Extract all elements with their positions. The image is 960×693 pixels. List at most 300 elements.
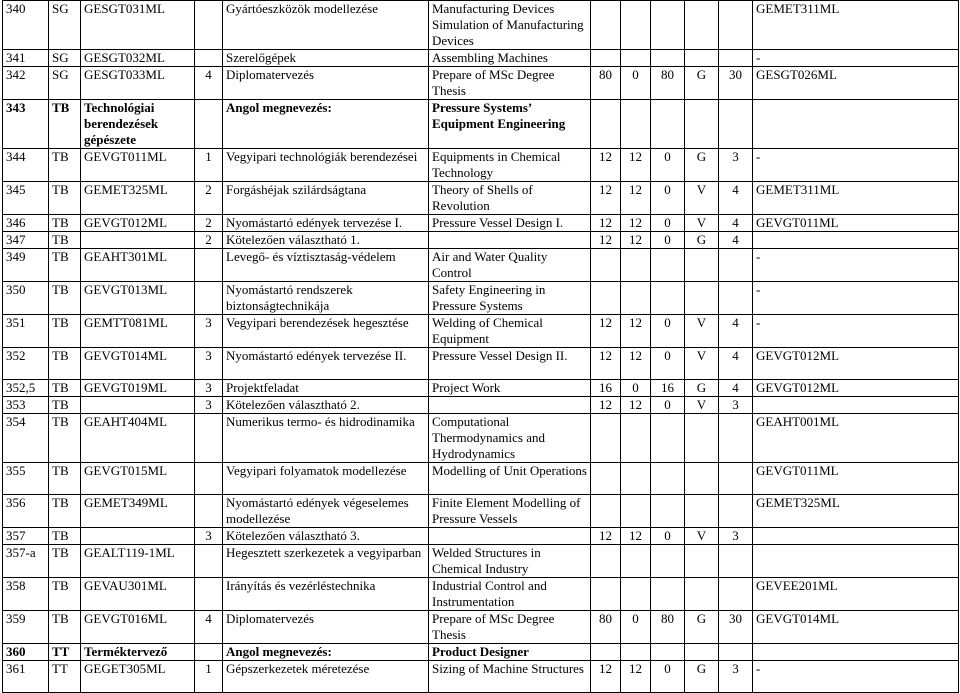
hours-total bbox=[591, 644, 621, 661]
hours-lecture bbox=[621, 578, 651, 611]
row-number: 349 bbox=[3, 249, 49, 282]
credits: 3 bbox=[719, 397, 753, 414]
table-body bbox=[3, 1, 959, 693]
type-code: TT bbox=[49, 661, 81, 693]
credits: 4 bbox=[719, 232, 753, 249]
table-row bbox=[3, 348, 959, 380]
credits: 3 bbox=[719, 661, 753, 693]
exam-type: V bbox=[685, 528, 719, 545]
subject-code: GEVGT011ML bbox=[81, 149, 195, 182]
credits: 4 bbox=[719, 215, 753, 232]
hungarian-name: Gépszerkezetek méretezése bbox=[223, 661, 429, 693]
table-row bbox=[3, 282, 959, 315]
credits bbox=[719, 249, 753, 282]
subject-code: GEVGT016ML bbox=[81, 611, 195, 644]
english-name: Welding of Chemical Equipment bbox=[429, 315, 591, 348]
table-row bbox=[3, 249, 959, 282]
semester: 2 bbox=[195, 232, 223, 249]
semester: 2 bbox=[195, 215, 223, 232]
hours-total: 80 bbox=[591, 611, 621, 644]
hours-practice: 0 bbox=[651, 215, 685, 232]
hours-practice bbox=[651, 1, 685, 50]
hours-practice: 16 bbox=[651, 380, 685, 397]
hours-practice bbox=[651, 495, 685, 528]
semester: 4 bbox=[195, 67, 223, 100]
prerequisite: GEVGT012ML bbox=[753, 380, 959, 397]
prerequisite: GEVGT014ML bbox=[753, 611, 959, 644]
exam-type: V bbox=[685, 182, 719, 215]
hours-total: 12 bbox=[591, 528, 621, 545]
semester bbox=[195, 463, 223, 495]
type-code: TB bbox=[49, 414, 81, 463]
hours-lecture bbox=[621, 644, 651, 661]
semester bbox=[195, 50, 223, 67]
credits: 4 bbox=[719, 380, 753, 397]
semester bbox=[195, 249, 223, 282]
hours-practice: 0 bbox=[651, 528, 685, 545]
semester: 3 bbox=[195, 315, 223, 348]
hours-lecture bbox=[621, 463, 651, 495]
hours-practice: 0 bbox=[651, 661, 685, 693]
hungarian-name: Projektfeladat bbox=[223, 380, 429, 397]
row-number: 343 bbox=[3, 100, 49, 149]
english-name: Prepare of MSc Degree Thesis bbox=[429, 611, 591, 644]
subject-code: Terméktervező bbox=[81, 644, 195, 661]
semester bbox=[195, 545, 223, 578]
semester bbox=[195, 414, 223, 463]
semester: 3 bbox=[195, 348, 223, 380]
hours-total: 12 bbox=[591, 661, 621, 693]
hours-lecture bbox=[621, 50, 651, 67]
hours-total: 16 bbox=[591, 380, 621, 397]
hungarian-name: Angol megnevezés: bbox=[223, 644, 429, 661]
hungarian-name: Diplomatervezés bbox=[223, 67, 429, 100]
row-number: 361 bbox=[3, 661, 49, 693]
english-name: Modelling of Unit Operations bbox=[429, 463, 591, 495]
hours-practice bbox=[651, 282, 685, 315]
row-number: 358 bbox=[3, 578, 49, 611]
hours-practice bbox=[651, 414, 685, 463]
table-row bbox=[3, 463, 959, 495]
hungarian-name: Irányítás és vezérléstechnika bbox=[223, 578, 429, 611]
hungarian-name: Diplomatervezés bbox=[223, 611, 429, 644]
credits bbox=[719, 100, 753, 149]
type-code: TB bbox=[49, 315, 81, 348]
hours-lecture bbox=[621, 545, 651, 578]
table-row bbox=[3, 545, 959, 578]
credits bbox=[719, 282, 753, 315]
subject-code bbox=[81, 397, 195, 414]
hungarian-name: Numerikus termo- és hidrodinamika bbox=[223, 414, 429, 463]
type-code: TB bbox=[49, 100, 81, 149]
subject-code: GEMET325ML bbox=[81, 182, 195, 215]
exam-type bbox=[685, 463, 719, 495]
type-code: TB bbox=[49, 182, 81, 215]
exam-type bbox=[685, 644, 719, 661]
hungarian-name: Forgáshéjak szilárdságtana bbox=[223, 182, 429, 215]
hours-lecture: 0 bbox=[621, 67, 651, 100]
row-number: 341 bbox=[3, 50, 49, 67]
exam-type bbox=[685, 50, 719, 67]
semester: 3 bbox=[195, 528, 223, 545]
english-name: Pressure Systems’ Equipment Engineering bbox=[429, 100, 591, 149]
semester: 1 bbox=[195, 149, 223, 182]
credits: 3 bbox=[719, 528, 753, 545]
type-code: TB bbox=[49, 282, 81, 315]
table-row bbox=[3, 578, 959, 611]
row-number: 357-a bbox=[3, 545, 49, 578]
row-number: 360 bbox=[3, 644, 49, 661]
hungarian-name: Hegesztett szerkezetek a vegyiparban bbox=[223, 545, 429, 578]
hours-total: 12 bbox=[591, 149, 621, 182]
subject-code: GEVGT015ML bbox=[81, 463, 195, 495]
hours-lecture: 0 bbox=[621, 611, 651, 644]
credits bbox=[719, 50, 753, 67]
subject-code: GEAHT404ML bbox=[81, 414, 195, 463]
hours-practice bbox=[651, 644, 685, 661]
row-number: 351 bbox=[3, 315, 49, 348]
table-row bbox=[3, 67, 959, 100]
exam-type: G bbox=[685, 149, 719, 182]
subject-code: GESGT032ML bbox=[81, 50, 195, 67]
row-number: 359 bbox=[3, 611, 49, 644]
semester bbox=[195, 578, 223, 611]
hours-practice: 0 bbox=[651, 397, 685, 414]
hours-lecture bbox=[621, 249, 651, 282]
row-number: 355 bbox=[3, 463, 49, 495]
prerequisite: - bbox=[753, 282, 959, 315]
type-code: TB bbox=[49, 215, 81, 232]
semester bbox=[195, 644, 223, 661]
prerequisite: GEVEE201ML bbox=[753, 578, 959, 611]
type-code: TB bbox=[49, 149, 81, 182]
prerequisite: - bbox=[753, 249, 959, 282]
subject-code: GEVAU301ML bbox=[81, 578, 195, 611]
hours-total: 80 bbox=[591, 67, 621, 100]
hours-total: 12 bbox=[591, 232, 621, 249]
prerequisite: - bbox=[753, 149, 959, 182]
prerequisite bbox=[753, 397, 959, 414]
exam-type: V bbox=[685, 315, 719, 348]
hours-total: 12 bbox=[591, 397, 621, 414]
type-code: TB bbox=[49, 578, 81, 611]
prerequisite: - bbox=[753, 50, 959, 67]
hours-practice bbox=[651, 100, 685, 149]
prerequisite: GEAHT001ML bbox=[753, 414, 959, 463]
credits bbox=[719, 545, 753, 578]
english-name: Prepare of MSc Degree Thesis bbox=[429, 67, 591, 100]
prerequisite: GEMET325ML bbox=[753, 495, 959, 528]
exam-type bbox=[685, 545, 719, 578]
credits bbox=[719, 414, 753, 463]
prerequisite: GESGT026ML bbox=[753, 67, 959, 100]
table-row bbox=[3, 611, 959, 644]
hungarian-name: Kötelezően választható 3. bbox=[223, 528, 429, 545]
hours-lecture bbox=[621, 100, 651, 149]
hours-total bbox=[591, 1, 621, 50]
english-name: Industrial Control and Instrumentation bbox=[429, 578, 591, 611]
hours-practice: 0 bbox=[651, 149, 685, 182]
table-row bbox=[3, 380, 959, 397]
english-name: Theory of Shells of Revolution bbox=[429, 182, 591, 215]
hours-total bbox=[591, 578, 621, 611]
english-name: Welded Structures in Chemical Industry bbox=[429, 545, 591, 578]
type-code: TB bbox=[49, 545, 81, 578]
prerequisite bbox=[753, 100, 959, 149]
exam-type bbox=[685, 578, 719, 611]
hours-total bbox=[591, 414, 621, 463]
exam-type: V bbox=[685, 348, 719, 380]
exam-type bbox=[685, 495, 719, 528]
hours-lecture: 12 bbox=[621, 348, 651, 380]
english-name: Pressure Vessel Design II. bbox=[429, 348, 591, 380]
english-name bbox=[429, 232, 591, 249]
credits: 4 bbox=[719, 315, 753, 348]
exam-type: G bbox=[685, 380, 719, 397]
table-row bbox=[3, 528, 959, 545]
table-row bbox=[3, 315, 959, 348]
exam-type: G bbox=[685, 232, 719, 249]
semester: 3 bbox=[195, 397, 223, 414]
row-number: 350 bbox=[3, 282, 49, 315]
prerequisite: GEVGT011ML bbox=[753, 215, 959, 232]
credits bbox=[719, 578, 753, 611]
hungarian-name: Kötelezően választható 1. bbox=[223, 232, 429, 249]
row-number: 352,5 bbox=[3, 380, 49, 397]
exam-type: G bbox=[685, 661, 719, 693]
hours-lecture bbox=[621, 495, 651, 528]
prerequisite: - bbox=[753, 661, 959, 693]
table-row bbox=[3, 215, 959, 232]
hours-total: 12 bbox=[591, 315, 621, 348]
subject-code bbox=[81, 528, 195, 545]
hours-practice bbox=[651, 545, 685, 578]
row-number: 356 bbox=[3, 495, 49, 528]
english-name: Sizing of Machine Structures bbox=[429, 661, 591, 693]
table-row bbox=[3, 50, 959, 67]
row-number: 346 bbox=[3, 215, 49, 232]
credits: 30 bbox=[719, 67, 753, 100]
table-row bbox=[3, 182, 959, 215]
hours-total bbox=[591, 545, 621, 578]
hungarian-name: Vegyipari folyamatok modellezése bbox=[223, 463, 429, 495]
hours-practice: 80 bbox=[651, 67, 685, 100]
exam-type bbox=[685, 100, 719, 149]
hungarian-name: Gyártóeszközök modellezése bbox=[223, 1, 429, 50]
subject-code: GEVGT012ML bbox=[81, 215, 195, 232]
english-name: Project Work bbox=[429, 380, 591, 397]
type-code: TB bbox=[49, 232, 81, 249]
hours-practice: 0 bbox=[651, 232, 685, 249]
row-number: 352 bbox=[3, 348, 49, 380]
subject-code: GEALT119-1ML bbox=[81, 545, 195, 578]
hours-lecture: 12 bbox=[621, 149, 651, 182]
table-row bbox=[3, 149, 959, 182]
table-row bbox=[3, 397, 959, 414]
credits bbox=[719, 644, 753, 661]
english-name bbox=[429, 397, 591, 414]
subject-code: GEGET305ML bbox=[81, 661, 195, 693]
subject-code: GEVGT014ML bbox=[81, 348, 195, 380]
type-code: TB bbox=[49, 249, 81, 282]
subject-code: Technológiai berendezések gépészete bbox=[81, 100, 195, 149]
subject-code: GEVGT013ML bbox=[81, 282, 195, 315]
row-number: 357 bbox=[3, 528, 49, 545]
hours-practice: 0 bbox=[651, 348, 685, 380]
exam-type bbox=[685, 414, 719, 463]
english-name: Assembling Machines bbox=[429, 50, 591, 67]
semester bbox=[195, 100, 223, 149]
prerequisite bbox=[753, 232, 959, 249]
hungarian-name: Nyomástartó edények végeselemes modellezése bbox=[223, 495, 429, 528]
exam-type bbox=[685, 1, 719, 50]
semester bbox=[195, 1, 223, 50]
prerequisite bbox=[753, 644, 959, 661]
semester: 2 bbox=[195, 182, 223, 215]
exam-type: G bbox=[685, 67, 719, 100]
row-number: 353 bbox=[3, 397, 49, 414]
type-code: SG bbox=[49, 1, 81, 50]
hungarian-name: Angol megnevezés: bbox=[223, 100, 429, 149]
hours-lecture: 12 bbox=[621, 397, 651, 414]
hungarian-name: Nyomástartó edények tervezése I. bbox=[223, 215, 429, 232]
row-number: 345 bbox=[3, 182, 49, 215]
english-name: Computational Thermodynamics and Hydrodynamics bbox=[429, 414, 591, 463]
subject-code: GEMET349ML bbox=[81, 495, 195, 528]
semester: 1 bbox=[195, 661, 223, 693]
type-code: TB bbox=[49, 348, 81, 380]
prerequisite: - bbox=[753, 315, 959, 348]
hours-total: 12 bbox=[591, 348, 621, 380]
hours-total: 12 bbox=[591, 215, 621, 232]
hours-practice bbox=[651, 249, 685, 282]
prerequisite: GEVGT012ML bbox=[753, 348, 959, 380]
exam-type: V bbox=[685, 215, 719, 232]
type-code: TB bbox=[49, 611, 81, 644]
subject-code: GEVGT019ML bbox=[81, 380, 195, 397]
hungarian-name: Szerelőgépek bbox=[223, 50, 429, 67]
hours-total bbox=[591, 100, 621, 149]
prerequisite: GEMET311ML bbox=[753, 1, 959, 50]
english-name: Product Designer bbox=[429, 644, 591, 661]
subject-code: GEMTT081ML bbox=[81, 315, 195, 348]
hours-lecture bbox=[621, 414, 651, 463]
table-row bbox=[3, 232, 959, 249]
subject-code bbox=[81, 232, 195, 249]
table-row bbox=[3, 644, 959, 661]
hours-total bbox=[591, 282, 621, 315]
exam-type: G bbox=[685, 611, 719, 644]
table-row bbox=[3, 1, 959, 50]
credits bbox=[719, 463, 753, 495]
credits: 4 bbox=[719, 182, 753, 215]
semester bbox=[195, 282, 223, 315]
type-code: TB bbox=[49, 528, 81, 545]
exam-type: V bbox=[685, 397, 719, 414]
subject-code: GESGT031ML bbox=[81, 1, 195, 50]
hours-practice: 0 bbox=[651, 315, 685, 348]
hours-lecture: 12 bbox=[621, 215, 651, 232]
english-name: Finite Element Modelling of Pressure Vessels bbox=[429, 495, 591, 528]
table-row bbox=[3, 661, 959, 693]
english-name: Manufacturing Devices Simulation of Manufacturing Devices bbox=[429, 1, 591, 50]
semester: 4 bbox=[195, 611, 223, 644]
hours-practice: 80 bbox=[651, 611, 685, 644]
english-name: Equipments in Chemical Technology bbox=[429, 149, 591, 182]
hungarian-name: Nyomástartó edények tervezése II. bbox=[223, 348, 429, 380]
type-code: TT bbox=[49, 644, 81, 661]
hours-total bbox=[591, 495, 621, 528]
credits: 3 bbox=[719, 149, 753, 182]
hours-lecture: 12 bbox=[621, 315, 651, 348]
row-number: 347 bbox=[3, 232, 49, 249]
hours-lecture bbox=[621, 1, 651, 50]
semester: 3 bbox=[195, 380, 223, 397]
hungarian-name: Nyomástartó rendszerek biztonságtechnikája bbox=[223, 282, 429, 315]
row-number: 344 bbox=[3, 149, 49, 182]
credits: 30 bbox=[719, 611, 753, 644]
hungarian-name: Vegyipari technológiák berendezései bbox=[223, 149, 429, 182]
hours-lecture: 12 bbox=[621, 528, 651, 545]
prerequisite: GEMET311ML bbox=[753, 182, 959, 215]
hours-lecture: 12 bbox=[621, 661, 651, 693]
hours-practice: 0 bbox=[651, 182, 685, 215]
hours-lecture: 12 bbox=[621, 232, 651, 249]
row-number: 354 bbox=[3, 414, 49, 463]
exam-type bbox=[685, 249, 719, 282]
hours-practice bbox=[651, 50, 685, 67]
curriculum-table bbox=[2, 0, 959, 693]
type-code: SG bbox=[49, 50, 81, 67]
english-name bbox=[429, 528, 591, 545]
hungarian-name: Levegő- és víztisztaság-védelem bbox=[223, 249, 429, 282]
type-code: TB bbox=[49, 397, 81, 414]
type-code: TB bbox=[49, 495, 81, 528]
credits bbox=[719, 495, 753, 528]
semester bbox=[195, 495, 223, 528]
hours-practice bbox=[651, 578, 685, 611]
hours-total bbox=[591, 249, 621, 282]
hours-total: 12 bbox=[591, 182, 621, 215]
table-row bbox=[3, 414, 959, 463]
credits: 4 bbox=[719, 348, 753, 380]
type-code: TB bbox=[49, 463, 81, 495]
exam-type bbox=[685, 282, 719, 315]
hungarian-name: Kötelezően választható 2. bbox=[223, 397, 429, 414]
hours-total bbox=[591, 50, 621, 67]
row-number: 342 bbox=[3, 67, 49, 100]
type-code: TB bbox=[49, 380, 81, 397]
credits bbox=[719, 1, 753, 50]
english-name: Pressure Vessel Design I. bbox=[429, 215, 591, 232]
hours-lecture bbox=[621, 282, 651, 315]
prerequisite bbox=[753, 545, 959, 578]
subject-code: GESGT033ML bbox=[81, 67, 195, 100]
hours-lecture: 12 bbox=[621, 182, 651, 215]
english-name: Safety Engineering in Pressure Systems bbox=[429, 282, 591, 315]
hours-total bbox=[591, 463, 621, 495]
table-row bbox=[3, 100, 959, 149]
prerequisite: GEVGT011ML bbox=[753, 463, 959, 495]
type-code: SG bbox=[49, 67, 81, 100]
table-row bbox=[3, 495, 959, 528]
row-number: 340 bbox=[3, 1, 49, 50]
prerequisite bbox=[753, 528, 959, 545]
subject-code: GEAHT301ML bbox=[81, 249, 195, 282]
hours-practice bbox=[651, 463, 685, 495]
hours-lecture: 0 bbox=[621, 380, 651, 397]
english-name: Air and Water Quality Control bbox=[429, 249, 591, 282]
